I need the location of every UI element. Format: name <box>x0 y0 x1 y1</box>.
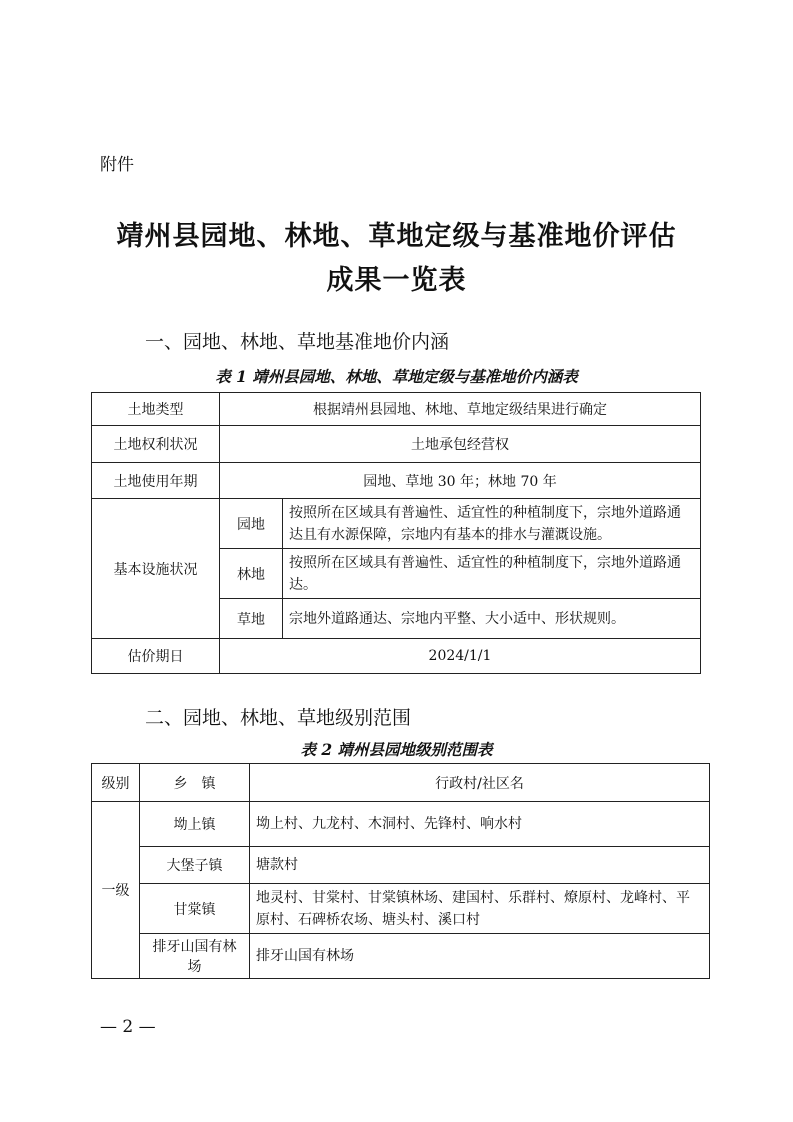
section-heading-1: 一、园地、林地、草地基准地价内涵 <box>145 331 450 353</box>
village-list: 塘款村 <box>250 847 710 884</box>
village-list: 地灵村、甘棠村、甘棠镇林场、建国村、乐群村、燎原村、龙峰村、平原村、石碑桥农场、塘头村、溪口村 <box>250 884 710 934</box>
title-line-1: 靖州县园地、林地、草地定级与基准地价评估 <box>116 221 677 252</box>
header-village: 行政村/社区名 <box>250 764 710 802</box>
table2-caption: 表 2 靖州县园地级别范围表 <box>300 740 493 759</box>
term-label: 土地使用年期 <box>92 463 220 499</box>
level-value: 一级 <box>92 802 140 979</box>
header-town: 乡 镇 <box>140 764 250 802</box>
date-label: 估价期日 <box>92 639 220 674</box>
header-level: 级别 <box>92 764 140 802</box>
infra-type: 园地 <box>220 499 283 549</box>
table-row <box>92 393 701 426</box>
attachment-label: 附件 <box>100 155 134 175</box>
table-row <box>92 499 701 549</box>
town-name: 甘棠镇 <box>140 884 250 934</box>
document-title <box>90 215 703 303</box>
village-list: 坳上村、九龙村、木洞村、先锋村、响水村 <box>250 802 710 847</box>
table-row <box>92 426 701 463</box>
table-row <box>92 884 710 934</box>
infra-desc: 按照所在区域具有普遍性、适宜性的种植制度下，宗地外道路通达。 <box>283 549 701 599</box>
rights-value: 土地承包经营权 <box>220 426 701 463</box>
table-row <box>92 463 701 499</box>
town-name: 排牙山国有林场 <box>140 934 250 979</box>
title-line-2: 成果一览表 <box>326 265 467 296</box>
infra-type: 草地 <box>220 599 283 639</box>
table-row <box>92 934 710 979</box>
table-row <box>92 802 710 847</box>
town-name: 坳上镇 <box>140 802 250 847</box>
infra-desc: 按照所在区域具有普遍性、适宜性的种植制度下，宗地外道路通达且有水源保障，宗地内有基本的排水与灌溉设施。 <box>283 499 701 549</box>
page-number: — 2 — <box>100 1017 156 1037</box>
town-name: 大堡子镇 <box>140 847 250 884</box>
table-row <box>92 847 710 884</box>
rights-label: 土地权利状况 <box>92 426 220 463</box>
table-header-row <box>92 764 710 802</box>
table-row <box>92 639 701 674</box>
infra-desc: 宗地外道路通达、宗地内平整、大小适中、形状规则。 <box>283 599 701 639</box>
land-type-value: 根据靖州县园地、林地、草地定级结果进行确定 <box>220 393 701 426</box>
section-heading-2: 二、园地、林地、草地级别范围 <box>145 707 412 729</box>
infra-label: 基本设施状况 <box>92 499 220 639</box>
land-type-label: 土地类型 <box>92 393 220 426</box>
garden-land-level-table <box>91 763 710 979</box>
table1-caption: 表 1 靖州县园地、林地、草地定级与基准地价内涵表 <box>215 367 578 386</box>
land-price-connotation-table <box>91 392 701 674</box>
village-list: 排牙山国有林场 <box>250 934 710 979</box>
date-value: 2024/1/1 <box>220 639 701 674</box>
term-value: 园地、草地 30 年；林地 70 年 <box>220 463 701 499</box>
infra-type: 林地 <box>220 549 283 599</box>
